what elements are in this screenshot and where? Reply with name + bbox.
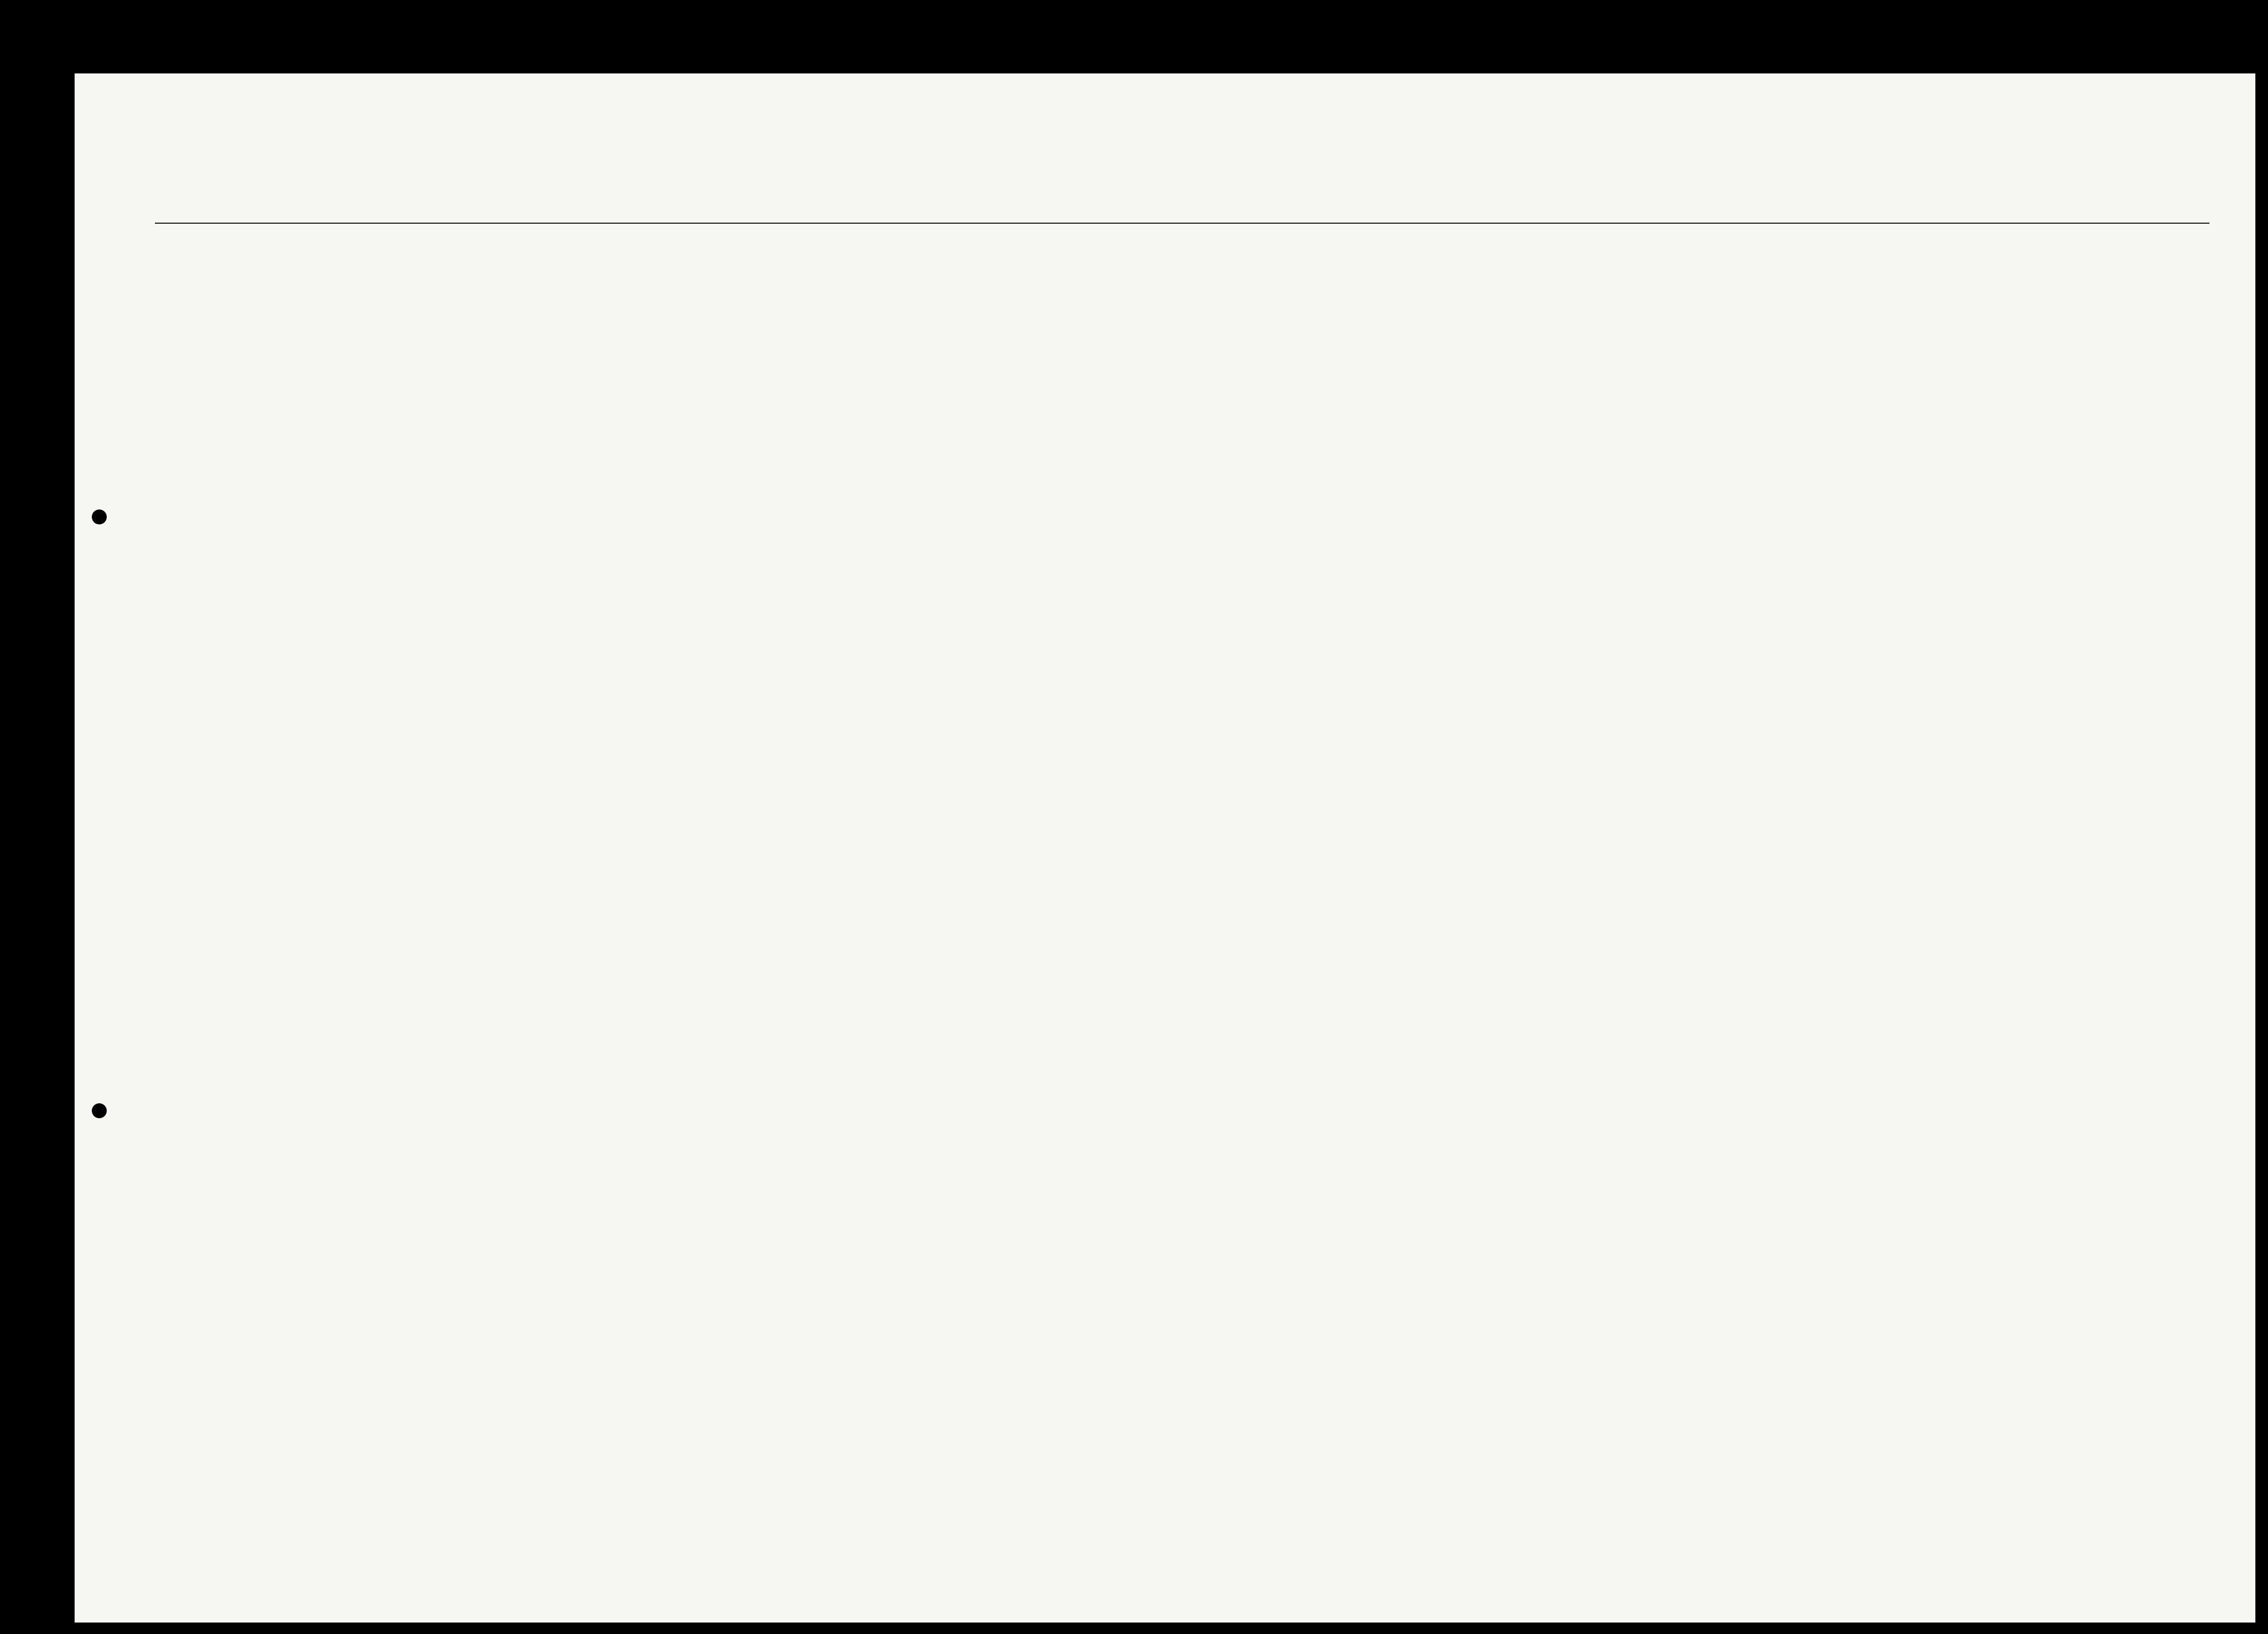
table-grid <box>75 73 2255 1623</box>
census-sheet <box>75 73 2255 1623</box>
